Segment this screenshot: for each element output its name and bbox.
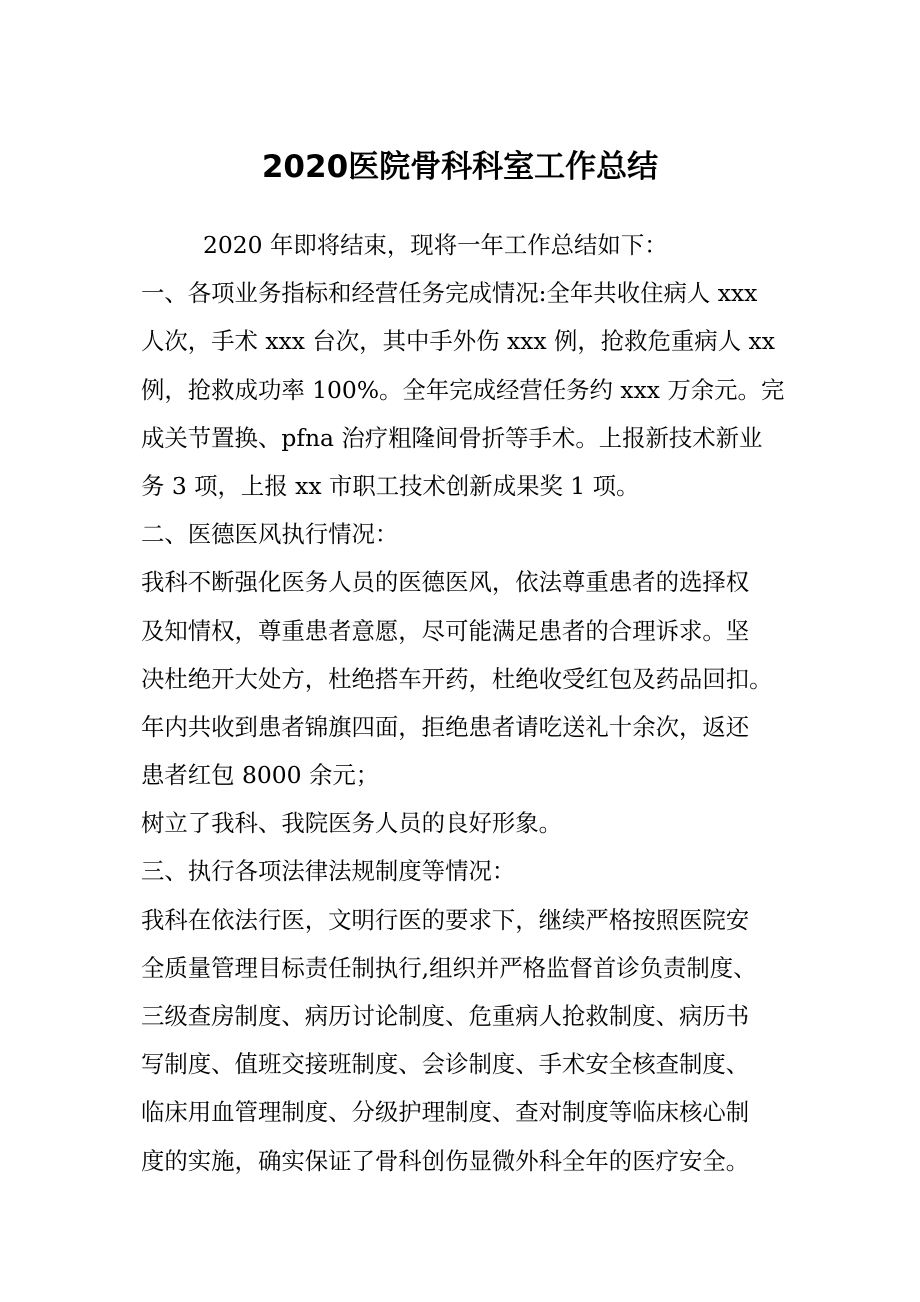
body-line: 临床用血管理制度、分级护理制度、查对制度等临床核心制 bbox=[141, 1098, 750, 1127]
section-two-heading: 二、医德医风执行情况： bbox=[141, 520, 399, 549]
body-line: 务 3 项，上报 xx 市职工技术创新成果奖 1 项。 bbox=[141, 471, 640, 500]
body-line: 度的实施，确实保证了骨科创伤显微外科全年的医疗安全。 bbox=[141, 1146, 750, 1175]
body-line: 及知情权，尊重患者意愿，尽可能满足患者的合理诉求。坚 bbox=[141, 616, 750, 645]
body-line: 患者红包 8000 余元； bbox=[141, 761, 380, 790]
body-line: 年内共收到患者锦旗四面，拒绝患者请吃送礼十余次，返还 bbox=[141, 712, 750, 741]
body-line: 树立了我科、我院医务人员的良好形象。 bbox=[141, 809, 563, 838]
body-line: 我科在依法行医，文明行医的要求下，继续严格按照医院安 bbox=[141, 905, 750, 934]
body-line: 全质量管理目标责任制执行,组织并严格监督首诊负责制度、 bbox=[141, 953, 757, 982]
body-line: 人次，手术 xxx 台次，其中手外伤 xxx 例，抢救危重病人 xx bbox=[141, 327, 775, 356]
body-line: 例，抢救成功率 100%。全年完成经营任务约 xxx 万余元。完 bbox=[141, 375, 785, 404]
body-line: 决杜绝开大处方，杜绝搭车开药，杜绝收受红包及药品回扣。 bbox=[141, 664, 773, 693]
body-line: 三级查房制度、病历讨论制度、危重病人抢救制度、病历书 bbox=[141, 1002, 750, 1030]
body-line: 写制度、值班交接班制度、会诊制度、手术安全核查制度、 bbox=[141, 1050, 750, 1079]
body-line: 成关节置换、pfna 治疗粗隆间骨折等手术。上报新技术新业 bbox=[141, 423, 763, 452]
body-line: 我科不断强化医务人员的医德医风，依法尊重患者的选择权 bbox=[141, 568, 750, 597]
document-body bbox=[141, 221, 801, 1185]
section-three-heading: 三、执行各项法律法规制度等情况： bbox=[141, 857, 516, 886]
section-one-heading-line: 一、各项业务指标和经营任务完成情况:全年共收住病人 xxx bbox=[141, 279, 758, 308]
document-title: 2020医院骨科科室工作总结 bbox=[261, 149, 659, 185]
intro-line: 2020 年即将结束，现将一年工作总结如下： bbox=[203, 231, 668, 259]
